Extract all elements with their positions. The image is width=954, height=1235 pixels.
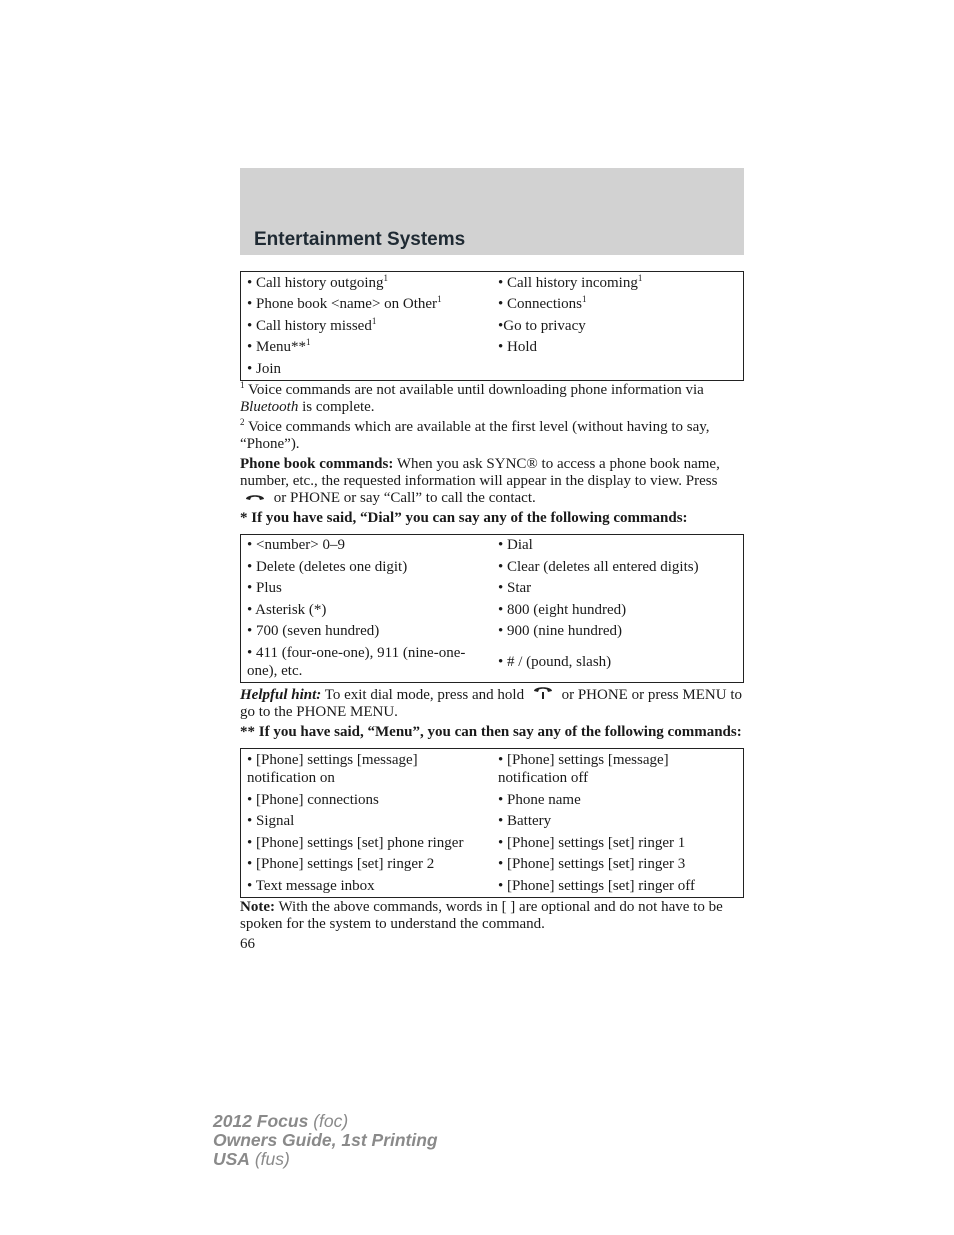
document-footer (213, 1112, 438, 1169)
cell-text: • Call history missed (247, 317, 372, 334)
table-row (241, 621, 744, 643)
table-cell: • Delete (deletes one digit) (247, 558, 408, 575)
footer-model-code: (foc) (308, 1111, 349, 1131)
table-cell: • 900 (nine hundred) (498, 623, 622, 639)
cell-text: • Phone book <name> on Other (247, 296, 438, 312)
table-row (241, 789, 744, 811)
table-row (241, 337, 744, 359)
phone-hold-icon (532, 686, 554, 698)
table-cell (492, 337, 744, 359)
table-cell: • Clear (deletes all entered digits) (498, 558, 699, 575)
footer-line-2 (213, 1131, 438, 1150)
table-cell: • Dial (498, 537, 533, 553)
table-row (241, 358, 744, 380)
table-cell (241, 315, 493, 337)
helpful-hint-paragraph (240, 686, 744, 721)
footnote-marker: 1 (383, 272, 389, 283)
table-cell: • Star (498, 580, 532, 596)
footnote-number: 1 (240, 379, 245, 390)
cell-text: •Go to privacy (498, 317, 586, 334)
menu-commands-heading: ** If you have said, “Menu”, you can then say any of the following commands: (240, 724, 742, 740)
table-cell (492, 358, 744, 380)
table-cell: • Text message inbox (247, 877, 375, 894)
page-content (240, 271, 744, 953)
table-row (241, 556, 744, 578)
footnote-marker: 1 (437, 294, 442, 304)
table-row (241, 811, 744, 833)
footer-edition: Owners Guide, 1st Printing (213, 1130, 438, 1150)
table-cell: • Asterisk (*) (247, 601, 327, 618)
footer-line-1 (213, 1112, 438, 1131)
helpful-hint-label: Helpful hint: (240, 687, 322, 703)
section-header-band (240, 168, 744, 255)
table-row (241, 599, 744, 621)
section-title: Entertainment Systems (254, 229, 466, 250)
table-cell: • [Phone] settings [set] ringer 1 (498, 834, 686, 851)
table-cell: • [Phone] connections (247, 791, 379, 808)
footnote-marker: 1 (637, 272, 643, 283)
cell-text: • Call history incoming (498, 274, 638, 291)
table-cell: • Phone name (498, 791, 581, 808)
table-cell: • 800 (eight hundred) (498, 601, 627, 618)
paragraph-text: To exit dial mode, press and hold (321, 687, 528, 703)
footnote-number: 2 (240, 416, 245, 427)
table-row (241, 534, 744, 556)
cell-text: • Call history outgoing (247, 274, 384, 291)
table-cell (492, 294, 744, 316)
cell-text: • Join (247, 360, 282, 377)
table-row (241, 578, 744, 600)
table-row (241, 854, 744, 876)
note-label: Note: (240, 898, 275, 915)
phone-handset-icon (244, 491, 266, 503)
table-cell: • [Phone] settings [set] ringer 3 (498, 856, 686, 872)
footer-region-code: (fus) (249, 1149, 290, 1169)
paragraph-text: When you ask SYNC® to access a phone book name, number, etc., the requested information will appear in the display to view. Press (240, 455, 720, 489)
table-cell: • Plus (247, 580, 282, 596)
table-cell: • [Phone] settings [set] ringer 2 (247, 856, 435, 872)
table-cell (492, 272, 744, 294)
table-cell: • [Phone] settings [message] notification off (498, 751, 669, 786)
note-paragraph (240, 899, 744, 933)
footnote-2 (240, 416, 744, 453)
dial-commands-heading: * If you have said, “Dial” you can say any of the following commands: (240, 509, 688, 526)
table-row (241, 642, 744, 683)
footer-model: 2012 Focus (213, 1111, 309, 1131)
table-row (241, 749, 744, 790)
table-cell: • # / (pound, slash) (498, 653, 612, 670)
table-cell: • Signal (247, 813, 295, 829)
footer-line-3 (213, 1150, 438, 1169)
footnote-marker: 1 (371, 315, 377, 326)
table-cell: • 700 (seven hundred) (247, 623, 380, 639)
paragraph-text: or PHONE or press MENU to go to the PHONE MENU. (240, 687, 742, 720)
table-cell (241, 294, 493, 316)
table-row (241, 875, 744, 897)
paragraph-text: or PHONE or say “Call” to call the contact. (270, 489, 536, 506)
cell-text: • Connections (498, 296, 582, 312)
table-cell (241, 358, 493, 380)
footnote-text: is complete. (298, 398, 375, 415)
table-cell: • Battery (498, 813, 552, 829)
menu-commands-table (240, 748, 744, 898)
page-number: 66 (240, 935, 255, 952)
table-cell (492, 315, 744, 337)
cell-text: • Hold (498, 339, 538, 355)
footer-region: USA (213, 1149, 250, 1169)
table-cell: • [Phone] settings [set] phone ringer (247, 834, 464, 851)
footnote-text: Voice commands which are available at the first level (without having to say, “Phone”). (240, 418, 710, 452)
footnote-text: Voice commands are not available until downloading phone information via (244, 381, 704, 398)
table-cell: • 411 (four-one-one), 911 (nine-one-one), etc. (247, 644, 466, 679)
table-cell (241, 272, 493, 294)
footnote-marker: 1 (306, 337, 311, 347)
footnote-italic: Bluetooth (240, 398, 299, 415)
table-cell (241, 337, 493, 359)
dial-commands-table (240, 534, 744, 684)
voice-commands-table (240, 271, 744, 381)
paragraph-text: With the above commands, words in [ ] are optional and do not have to be spoken for the system to understand the command. (240, 898, 723, 932)
table-cell: • [Phone] settings [set] ringer off (498, 877, 696, 894)
table-row (241, 832, 744, 854)
footnote-marker: 1 (582, 294, 587, 304)
table-row (241, 315, 744, 337)
table-row (241, 272, 744, 294)
phone-book-paragraph (240, 456, 744, 507)
footnote-1 (240, 379, 744, 416)
table-row (241, 294, 744, 316)
cell-text: • Menu** (247, 339, 306, 355)
table-cell: • [Phone] settings [message] notification on (247, 751, 418, 786)
phone-book-label: Phone book commands: (240, 455, 394, 472)
table-cell: • <number> 0–9 (247, 537, 345, 553)
